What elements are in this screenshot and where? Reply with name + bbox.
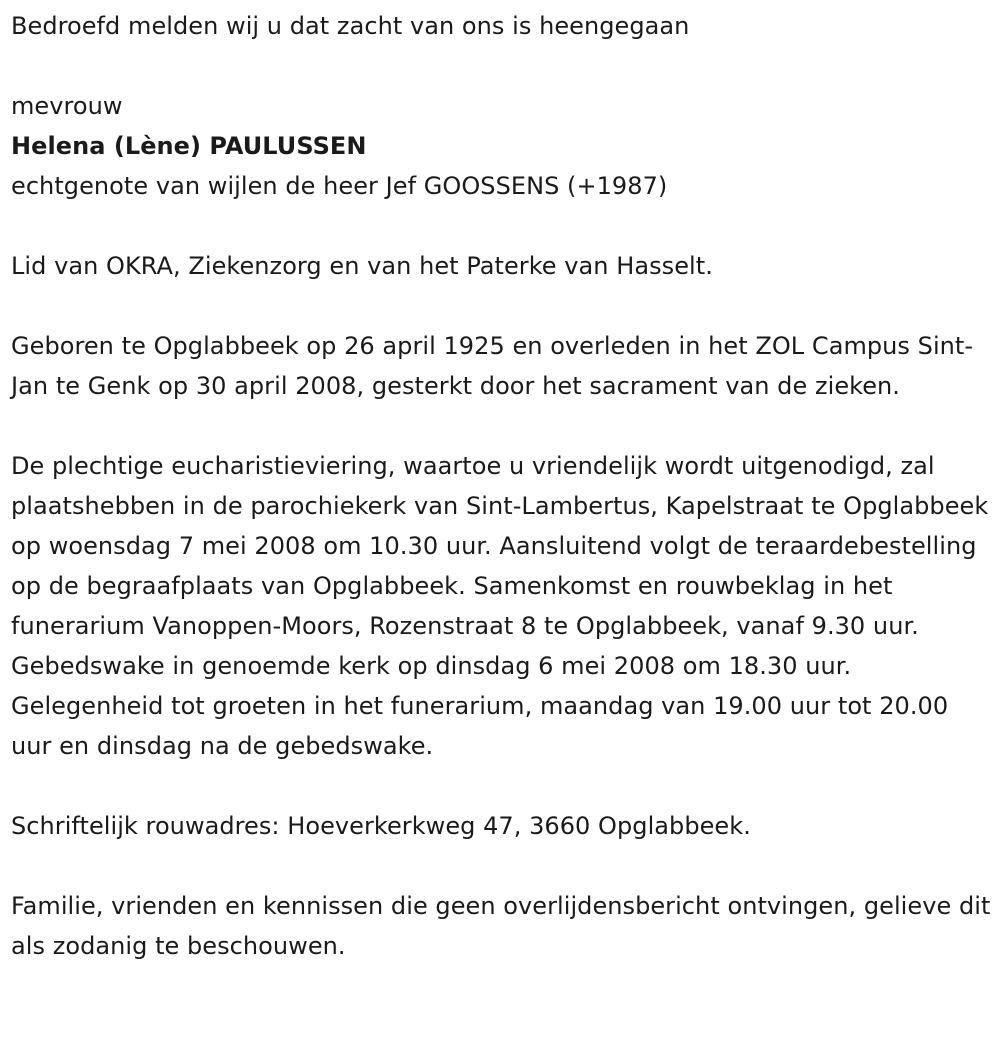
spouse-text: echtgenote van wijlen de heer Jef GOOSSENS (+1987) xyxy=(11,172,668,200)
birth-death-text: Geboren te Opglabbeek op 26 april 1925 en overleden in het ZOL Campus Sint-Jan te Genk op 30 april 2008, gesterkt door het sacrament van de zieken. xyxy=(11,332,974,400)
death-notice xyxy=(11,6,991,966)
closing-text: Familie, vrienden en kennissen die geen overlijdensbericht ontvingen, gelieve dit als zodanig te beschouwen. xyxy=(11,892,991,960)
honorific: mevrouw xyxy=(11,92,123,120)
deceased-name: Helena (Lène) PAULUSSEN xyxy=(11,132,367,160)
intro-text: Bedroefd melden wij u dat zacht van ons is heengegaan xyxy=(11,12,690,40)
spacer xyxy=(11,846,991,886)
spacer xyxy=(11,206,991,246)
membership-text: Lid van OKRA, Ziekenzorg en van het Paterke van Hasselt. xyxy=(11,252,713,280)
spacer xyxy=(11,286,991,326)
address-text: Schriftelijk rouwadres: Hoeverkerkweg 47, 3660 Opglabbeek. xyxy=(11,812,751,840)
ceremony-text: De plechtige eucharistieviering, waartoe u vriendelijk wordt uitgenodigd, zal plaatshebben in de parochiekerk van Sint-Lambertus, Kapelstraat te Opglabbeek op woensdag 7 mei 2008 om 10.30 uur. Aansluitend volgt de teraardebestelling op de begraafplaats van Opglabbeek. Samenkomst en rouwbeklag in het funerarium Vanoppen-Moors, Rozenstraat 8 te Opglabbeek, vanaf 9.30 uur. Gebedswake in genoemde kerk op dinsdag 6 mei 2008 om 18.30 uur. Gelegenheid tot groeten in het funerarium, maandag van 19.00 uur tot 20.00 uur en dinsdag na de gebedswake. xyxy=(11,452,989,760)
spacer xyxy=(11,406,991,446)
spacer xyxy=(11,766,991,806)
spacer xyxy=(11,46,991,86)
